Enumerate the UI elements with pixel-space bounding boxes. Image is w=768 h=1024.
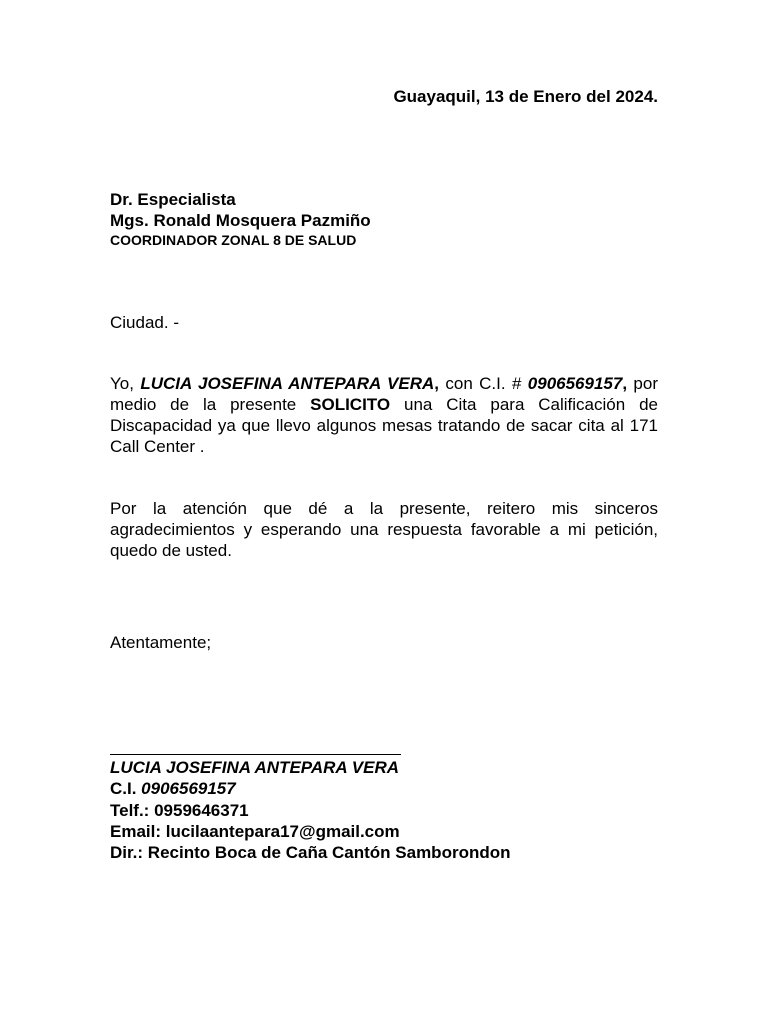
address-value: Recinto Boca de Caña Cantón Samborondon <box>147 843 511 863</box>
intro-text: Yo, <box>110 374 141 393</box>
request-text-a: por medio de la presente <box>110 374 658 414</box>
signer-email <box>110 821 670 842</box>
recipient-block <box>110 189 658 250</box>
comma: , <box>622 374 628 393</box>
applicant-name: LUCIA JOSEFINA ANTEPARA VERA <box>140 374 435 393</box>
signature-block <box>110 757 670 863</box>
city-line: Ciudad. - <box>110 313 179 332</box>
solicito-word: SOLICITO <box>310 395 391 414</box>
closing-line: Atentamente; <box>110 633 212 652</box>
recipient-position: COORDINADOR ZONAL 8 DE SALUD <box>110 232 357 248</box>
email-label: Email: <box>110 821 166 841</box>
email-value: lucilaantepara17@gmail.com <box>165 821 400 841</box>
request-text-b: una Cita para Calificación de Discapacidad ya que llevo algunos mesas tratando de sacar cita al 171 Call Center . <box>110 395 658 456</box>
thanks-paragraph: Por la atención que dé a la presente, reitero mis sinceros agradecimientos y esperando una respuesta favorable a mi petición, quedo de usted. <box>110 499 658 560</box>
ci-text: con C.I. # <box>439 374 528 393</box>
signer-ci <box>110 778 670 799</box>
ci-label: C.I. <box>110 779 142 799</box>
address-label: Dir.: <box>110 843 148 863</box>
recipient-name: Mgs. Ronald Mosquera Pazmiño <box>110 211 371 230</box>
recipient-title: Dr. Especialista <box>110 190 236 209</box>
phone-label: Telf.: <box>110 800 155 820</box>
signer-name: LUCIA JOSEFINA ANTEPARA VERA <box>110 758 400 777</box>
comma: , <box>434 374 440 393</box>
phone-value: 0959646371 <box>154 800 249 820</box>
date-line: Guayaquil, 13 de Enero del 2024. <box>393 87 658 106</box>
signature-line <box>110 754 401 755</box>
ci-value: 0906569157 <box>141 779 236 799</box>
ci-number: 0906569157 <box>527 374 623 393</box>
request-paragraph <box>110 373 658 457</box>
signer-address <box>110 842 670 863</box>
signer-phone <box>110 800 670 821</box>
